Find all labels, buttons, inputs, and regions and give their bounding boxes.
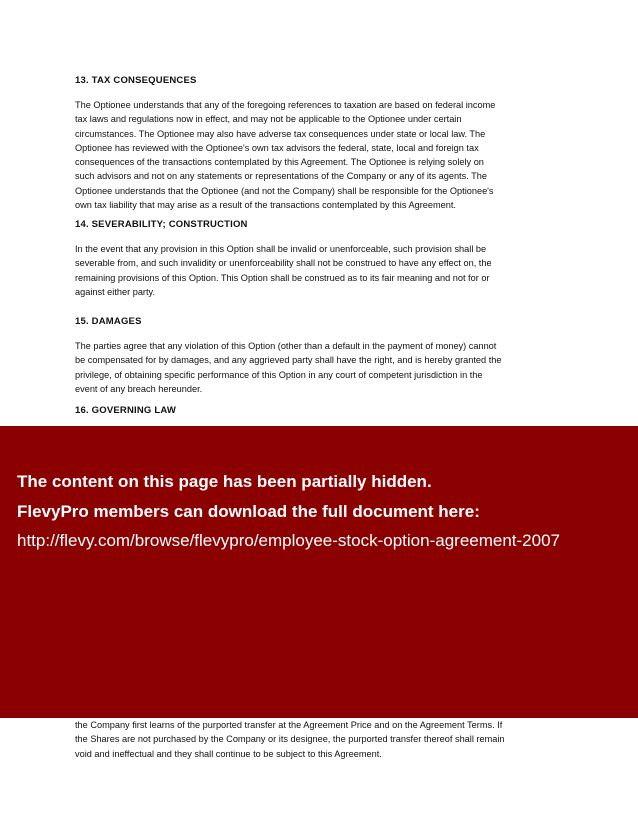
section-15 [75,316,570,396]
section-heading: 13. TAX CONSEQUENCES [75,75,197,86]
download-link[interactable]: http://flevy.com/browse/flevypro/employee-stock-option-agreement-2007 [17,531,560,550]
section-body: The parties agree that any violation of this Option (other than a default in the payment of money) cannot be compensated for by damages, and any aggrieved party shall have the right, and is hereby granted the privilege, of obtaining specific performance of this Option in any court of competent jurisdiction in the event of any breach hereunder. [75,341,502,394]
section-body: The Optionee understands that any of the foregoing references to taxation are based on federal income tax laws and regulations now in effect, and may not be applicable to the Optionee under certain circumstances. The Optionee may also have adverse tax consequences under state or local law. The Optionee has reviewed with the Optionee's own tax advisors the federal, state, local and foreign tax consequences of the transactions contemplated by this Agreement. The Optionee is relying solely on such advisors and not on any statements or representations of the Company or any of its agents. The Optionee understands that the Optionee (and not the Company) shall be responsible for the Optionee's own tax liability that may arise as a result of the transactions contemplated by this Agreement. [75,100,496,211]
hidden-content-overlay [0,426,638,718]
bottom-paragraph: the Company first learns of the purported transfer at the Agreement Price and on the Agreement Terms. If the Shares are not purchased by the Company or its designee, the purported transfer thereof shall remain void and ineffectual and they shall continue to be subject to this Agreement. [75,720,505,759]
overlay-notice: The content on this page has been partially hidden. [17,472,432,491]
section-13 [75,75,570,212]
section-heading: 14. SEVERABILITY; CONSTRUCTION [75,219,248,230]
section-heading: 15. DAMAGES [75,316,142,327]
section-14 [75,219,570,299]
overlay-download-prompt: FlevyPro members can download the full document here: [17,502,480,521]
overlay-link-line [17,531,560,551]
section-body: In the event that any provision in this Option shall be invalid or unenforceable, such provision shall be severable from, and such invalidity or unenforceability shall not be construed to have any effect on, the remaining provisions of this Option. This Option shall be construed as to its fair meaning and not for or against either party. [75,244,492,297]
section-16 [75,405,570,416]
section-heading: 16. GOVERNING LAW [75,405,177,416]
